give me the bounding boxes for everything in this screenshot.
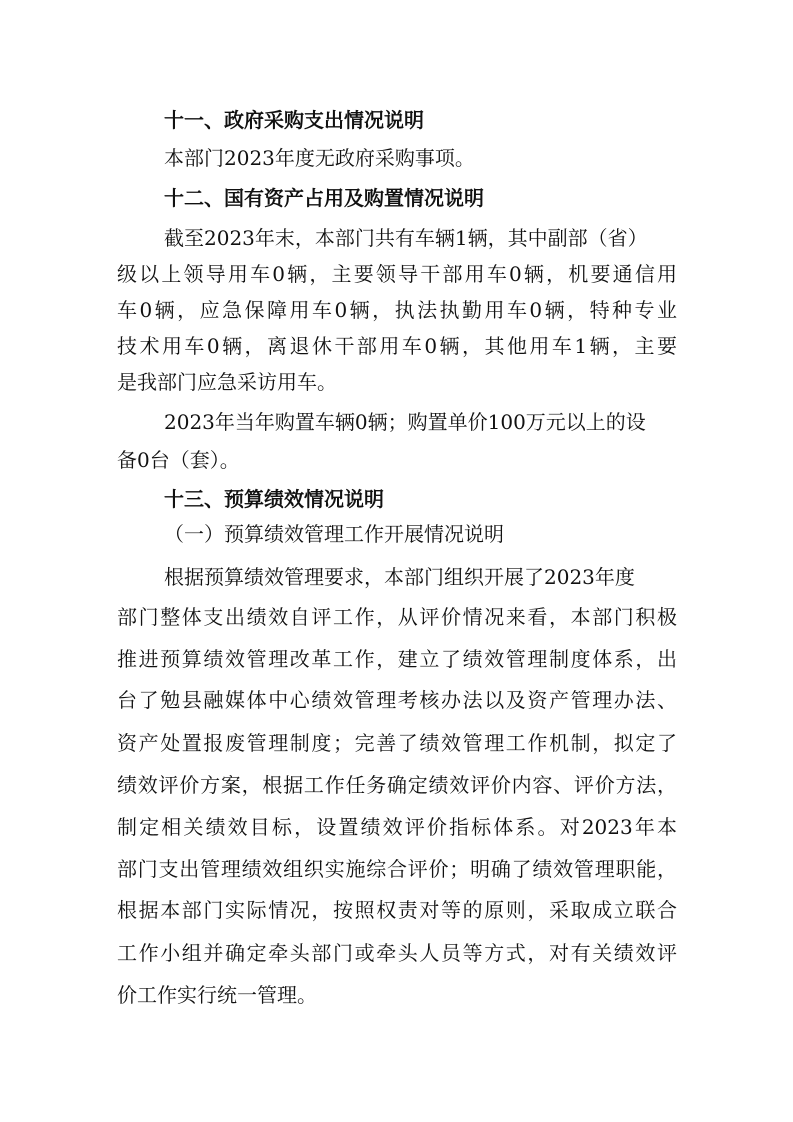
section-13-paragraph-line-9: 根据本部门实际情况，按照权责对等的原则，采取成立联合 [117, 898, 677, 922]
section-13-paragraph-line-2: 部门整体支出绩效自评工作，从评价情况来看，本部门积极 [117, 605, 677, 629]
section-13-subheading-1: （一）预算绩效管理工作开展情况说明 [164, 522, 504, 546]
section-11-heading: 十一、政府采购支出情况说明 [164, 108, 424, 132]
section-12-paragraph-2-line-1: 2023年当年购置车辆0辆；购置单价100万元以上的设 [164, 410, 646, 434]
section-13-paragraph-line-11: 价工作实行统一管理。 [117, 983, 317, 1007]
section-12-paragraph-1-line-4: 技术用车0辆，离退休干部用车0辆，其他用车1辆，主要 [117, 334, 677, 358]
section-12-paragraph-2-line-2: 备0台（套）。 [117, 448, 240, 472]
section-12-paragraph-1-line-3: 车0辆，应急保障用车0辆，执法执勤用车0辆，特种专业 [117, 298, 677, 322]
section-13-paragraph-line-10: 工作小组并确定牵头部门或牵头人员等方式，对有关绩效评 [117, 941, 677, 965]
section-13-paragraph-line-4: 台了勉县融媒体中心绩效管理考核办法以及资产管理办法、 [117, 688, 677, 712]
section-13-paragraph-line-1: 根据预算绩效管理要求，本部门组织开展了2023年度 [164, 565, 635, 589]
section-13-paragraph-line-3: 推进预算绩效管理改革工作，建立了绩效管理制度体系，出 [117, 647, 677, 671]
section-12-paragraph-1-line-2: 级以上领导用车0辆，主要领导干部用车0辆，机要通信用 [117, 262, 677, 286]
section-13-paragraph-line-8: 部门支出管理绩效组织实施综合评价；明确了绩效管理职能， [117, 857, 677, 881]
section-13-paragraph-line-5: 资产处置报废管理制度；完善了绩效管理工作机制，拟定了 [117, 731, 677, 755]
section-13-paragraph-line-6: 绩效评价方案，根据工作任务确定绩效评价内容、评价方法， [117, 773, 677, 797]
section-12-paragraph-1-line-5: 是我部门应急采访用车。 [117, 370, 337, 394]
section-12-paragraph-1-line-1: 截至2023年末，本部门共有车辆1辆，其中副部（省） [164, 226, 648, 250]
section-12-heading: 十二、国有资产占用及购置情况说明 [164, 186, 484, 210]
section-13-heading: 十三、预算绩效情况说明 [164, 487, 384, 511]
section-11-paragraph: 本部门2023年度无政府采购事项。 [164, 146, 475, 170]
section-13-paragraph-line-7: 制定相关绩效目标，设置绩效评价指标体系。对2023年本 [117, 815, 677, 839]
